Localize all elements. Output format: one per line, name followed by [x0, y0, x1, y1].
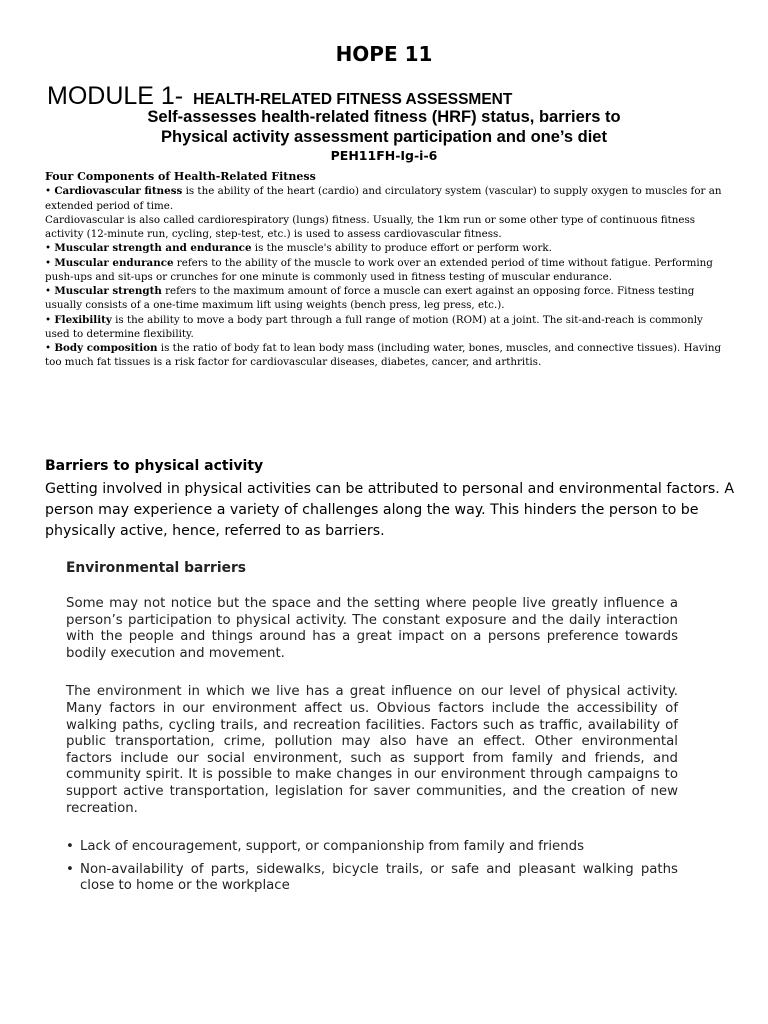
hrf-term: Flexibility	[54, 313, 112, 326]
environmental-heading: Environmental barriers	[66, 560, 246, 576]
hrf-term: Body composition	[54, 342, 158, 354]
course-title: HOPE 11	[335, 42, 433, 66]
hrf-item-cardiovascular: • Cardiovascular fitness is the ability of the heart (cardio) and circulatory system (vascular) to supply oxygen to muscles for an extended period of time.	[45, 185, 722, 212]
module-number: MODULE 1-	[47, 82, 184, 110]
module-subtitle-line-1: Self-assesses health-related fitness (HRF) status, barriers to	[147, 108, 621, 126]
hrf-item-endurance: • Muscular endurance refers to the ability of the muscle to work over an extended period of time without fatigue. Performing push-ups and sit-ups or crunches for one minute is commonly used in fitness testing of muscular endurance.	[45, 256, 713, 283]
barriers-intro	[45, 479, 735, 542]
hrf-components-section	[45, 170, 725, 370]
module-title: HEALTH-RELATED FITNESS ASSESSMENT	[193, 91, 513, 108]
hrf-definition: is the ability to move a body part through a full range of motion (ROM) at a joint. The sit-and-reach is commonly used to determine flexibility.	[45, 313, 703, 340]
hrf-item-strength-endurance: • Muscular strength and endurance is the muscle's ability to produce effort or perform work.	[45, 242, 552, 255]
hrf-definition: is the muscle's ability to produce effort or perform work.	[251, 242, 552, 255]
environmental-barriers-list	[66, 839, 678, 895]
barriers-paragraph: Getting involved in physical activities can be attributed to personal and environmental factors. A person may experience a variety of challenges along the way. This hinders the person to be physically active, hence, referred to as barriers.	[45, 481, 735, 539]
hrf-cardio-note: Cardiovascular is also called cardiorespiratory (lungs) fitness. Usually, the 1km run or some other type of continuous fitness activity (12-minute run, cycling, step-test, etc.) is used to assess cardiovascular fitness.	[45, 213, 696, 240]
list-item-text: Non-availability of parts, sidewalks, bicycle trails, or safe and pleasant walking paths close to home or the workplace	[80, 861, 678, 894]
list-item-text: Lack of encouragement, support, or companionship from family and friends	[80, 839, 585, 855]
environmental-barriers-section	[66, 560, 678, 901]
hrf-item-flexibility: • Flexibility is the ability to move a body part through a full range of motion (ROM) at a joint. The sit-and-reach is commonly used to determine flexibility.	[45, 313, 703, 340]
environmental-paragraph-2: The environment in which we live has a great influence on our level of physical activity. Many factors in our environment affect us. Obvious factors include the accessibility of walking paths, cycling trails, and recreation facilities. Factors such as traffic, availability of public transportation, crime, pollution may also have an effect. Other environmental factors include our social environment, such as support from family and friends, and community spirit. It is possible to make changes in our environment through campaigns to support active transportation, legislation for saver communities, and the creation of new recreation.	[66, 684, 678, 816]
hrf-term: Muscular endurance	[54, 256, 174, 269]
hrf-heading: Four Components of Health-Related Fitness	[45, 170, 316, 183]
hrf-item-strength: • Muscular strength refers to the maximum amount of force a muscle can exert against an opposing force. Fitness testing usually consists of a one-time maximum lift using weights (bench press, leg press, etc.).	[45, 285, 695, 312]
list-item	[66, 839, 678, 856]
environmental-paragraph-1: Some may not notice but the space and the setting where people live greatly influence a person’s participation to physical activity. The constant exposure and the daily interaction with the people and things around has a great impact on a persons preference towards bodily execution and movement.	[66, 596, 678, 661]
hrf-definition: is the ratio of body fat to lean body mass (including water, bones, muscles, and connective tissues). Having too much fat tissues is a risk factor for cardiovascular diseases, diabetes, cancer, and arthritis.	[45, 342, 722, 369]
bullet-icon: •	[66, 861, 74, 877]
hrf-definition: is the ability of the heart (cardio) and circulatory system (vascular) to supply oxygen to muscles for an extended period of time.	[45, 185, 722, 212]
hrf-term: Cardiovascular fitness	[54, 185, 183, 198]
hrf-definition: refers to the maximum amount of force a muscle can exert against an opposing force. Fitness testing usually consists of a one-time maximum lift using weights (bench press, leg press, etc.).	[45, 285, 695, 312]
competency-code: PEH11FH-Ig-i-6	[330, 148, 438, 163]
hrf-term: Muscular strength	[54, 285, 162, 297]
hrf-item-body-composition: • Body composition is the ratio of body fat to lean body mass (including water, bones, muscles, and connective tissues). Having too much fat tissues is a risk factor for cardiovascular diseases, diabetes, cancer, and arthritis.	[45, 342, 722, 369]
bullet-icon: •	[66, 839, 74, 855]
module-subtitle-line-2: Physical activity assessment participation and one’s diet	[161, 128, 607, 146]
list-item	[66, 862, 678, 895]
hrf-term: Muscular strength and endurance	[54, 242, 252, 255]
hrf-definition: refers to the ability of the muscle to work over an extended period of time without fatigue. Performing push-ups and sit-ups or crunches for one minute is commonly used in fitness testing of muscular endurance.	[45, 256, 713, 283]
barriers-heading: Barriers to physical activity	[45, 458, 264, 474]
